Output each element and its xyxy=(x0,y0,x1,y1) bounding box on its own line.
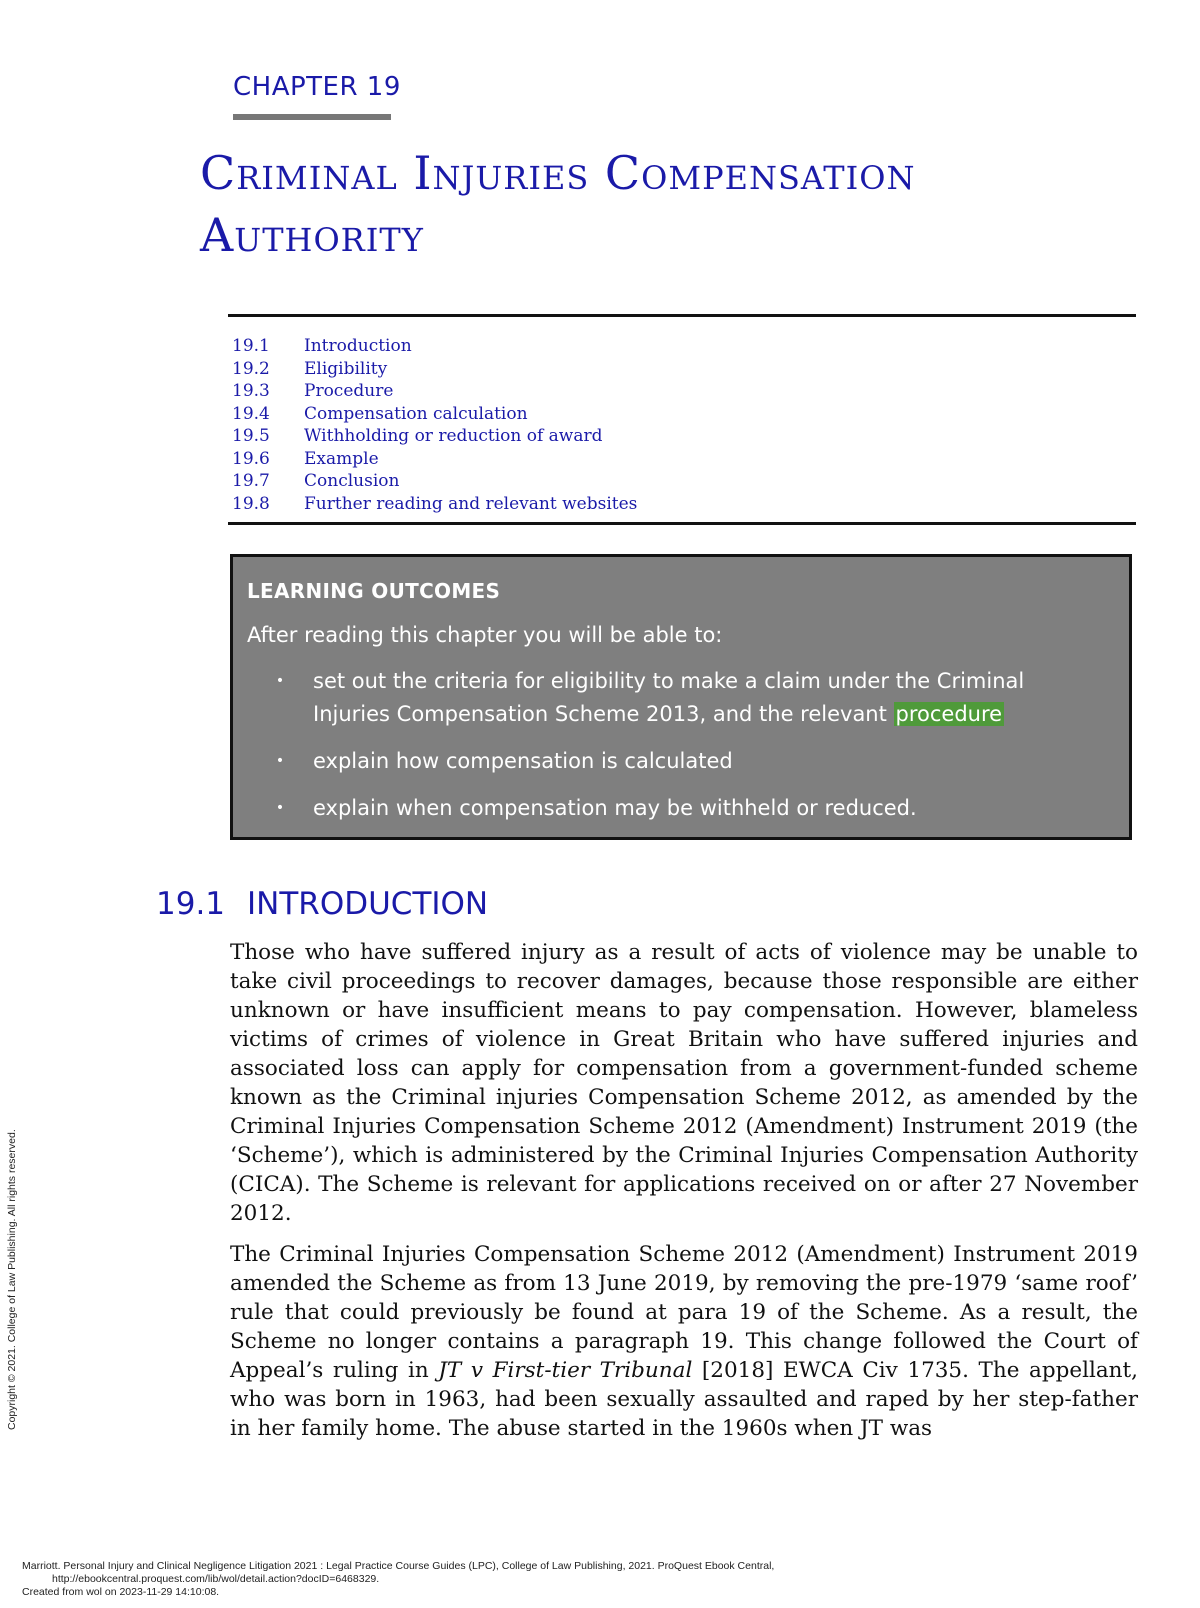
chapter-title-line2: Authority xyxy=(200,208,424,262)
toc-item-label: Conclusion xyxy=(304,471,400,491)
chapter-title-line1: Criminal Injuries Compensation xyxy=(200,146,916,200)
body-paragraph-1: Those who have suffered injury as a result of acts of violence may be unable to take civil proceedings to recover damages, because those responsible are either unknown or have insufficient means to pay compensation. However, blameless victims of crimes of violence in Great Britain who have suffered injuries and associated loss can apply for compensation from a government-funded scheme known as the Criminal injuries Compensation Scheme 2012, as amended by the Criminal Injuries Compensation Scheme 2012 (Amendment) Instrument 2019 (the ‘Scheme’), which is administered by the Criminal Injuries Compensation Authority (CICA). The Scheme is relevant for applications received on or after 27 November 2012. xyxy=(230,940,1138,1226)
list-item xyxy=(247,665,1107,731)
learning-outcomes-heading: LEARNING OUTCOMES xyxy=(247,579,501,603)
table-of-contents xyxy=(232,335,1112,515)
toc-item-number: 19.2 xyxy=(232,358,270,379)
toc-item-label: Further reading and relevant websites xyxy=(304,493,638,514)
section-title: INTRODUCTION xyxy=(247,886,489,922)
section-number: 19.1 xyxy=(156,886,226,922)
list-item xyxy=(247,792,1107,825)
toc-item[interactable] xyxy=(232,470,1112,493)
toc-item-label: Procedure xyxy=(304,381,394,401)
paragraph-text: [2018] EWCA Civ 1735. The appellant, who was born in 1963, had been sexually assaulted and raped by her step-father in her family home. The abuse started in the 1960s when JT was xyxy=(230,1358,1138,1441)
list-item-text: explain how compensation is calculated xyxy=(313,749,733,773)
toc-item-label: Introduction xyxy=(304,336,412,356)
list-item-text: explain when compensation may be withheld or reduced. xyxy=(313,796,917,820)
toc-item-number: 19.6 xyxy=(232,448,270,469)
toc-bottom-rule xyxy=(228,522,1136,525)
list-item-text-body: set out the criteria for eligibility to make a claim under the Criminal Injuries Compensation Scheme 2013, and the relevant xyxy=(313,669,1025,726)
learning-outcomes-list xyxy=(247,665,1107,839)
bullet-icon: • xyxy=(275,753,285,769)
case-name: JT v First-tier Tribunal xyxy=(438,1358,693,1383)
learning-outcomes-box xyxy=(230,554,1132,840)
footer-citation: Marriott. Personal Injury and Clinical Negligence Litigation 2021 : Legal Practice Course Guides (LPC), College of Law Publishing, 2021. ProQuest Ebook Central, xyxy=(22,1560,775,1572)
body-paragraph-2 xyxy=(230,1240,1138,1443)
chapter-label: CHAPTER 19 xyxy=(233,72,401,102)
toc-item[interactable] xyxy=(232,358,1112,381)
toc-item[interactable] xyxy=(232,380,1112,403)
toc-item-number: 19.1 xyxy=(232,336,270,356)
toc-item[interactable] xyxy=(232,448,1112,471)
toc-item-label: Compensation calculation xyxy=(304,403,528,424)
toc-item-label: Example xyxy=(304,448,379,469)
toc-item[interactable] xyxy=(232,335,1112,358)
learning-outcomes-intro: After reading this chapter you will be able to: xyxy=(247,623,723,647)
bullet-icon: • xyxy=(275,673,285,689)
bullet-icon: • xyxy=(275,800,285,816)
toc-top-rule xyxy=(228,314,1136,317)
section-heading xyxy=(156,886,488,922)
toc-item[interactable] xyxy=(232,403,1112,426)
toc-item-number: 19.8 xyxy=(232,493,270,514)
footer-url[interactable]: http://ebookcentral.proquest.com/lib/wol/detail.action?docID=6468329. xyxy=(52,1573,380,1585)
side-copyright-notice: Copyright © 2021. College of Law Publishing. All rights reserved. xyxy=(6,1129,18,1430)
chapter-title xyxy=(200,142,1100,266)
paragraph-text: The Criminal Injuries Compensation Scheme 2012 (Amendment) Instrument 2019 amended the Scheme as from 13 June 2019, by removing the pre-1979 ‘same roof’ rule that could previously be found at para 19 of the Scheme. As a result, the Scheme no longer contains a paragraph 19. This change followed the Court of Appeal’s ruling in xyxy=(230,1242,1138,1383)
toc-item-number: 19.3 xyxy=(232,381,270,401)
footer-created: Created from wol on 2023-11-29 14:10:08. xyxy=(22,1586,220,1598)
toc-item-label: Withholding or reduction of award xyxy=(304,426,603,446)
list-item xyxy=(247,745,1107,778)
toc-item-label: Eligibility xyxy=(304,358,388,379)
chapter-label-bar xyxy=(233,114,391,120)
toc-item-number: 19.4 xyxy=(232,403,270,424)
toc-item[interactable] xyxy=(232,425,1112,448)
toc-item[interactable] xyxy=(232,493,1112,516)
toc-item-number: 19.7 xyxy=(232,471,270,491)
list-item-text xyxy=(313,665,1107,731)
highlighted-word[interactable]: procedure xyxy=(895,702,1003,726)
page-footer xyxy=(22,1560,1182,1599)
toc-item-number: 19.5 xyxy=(232,426,270,446)
